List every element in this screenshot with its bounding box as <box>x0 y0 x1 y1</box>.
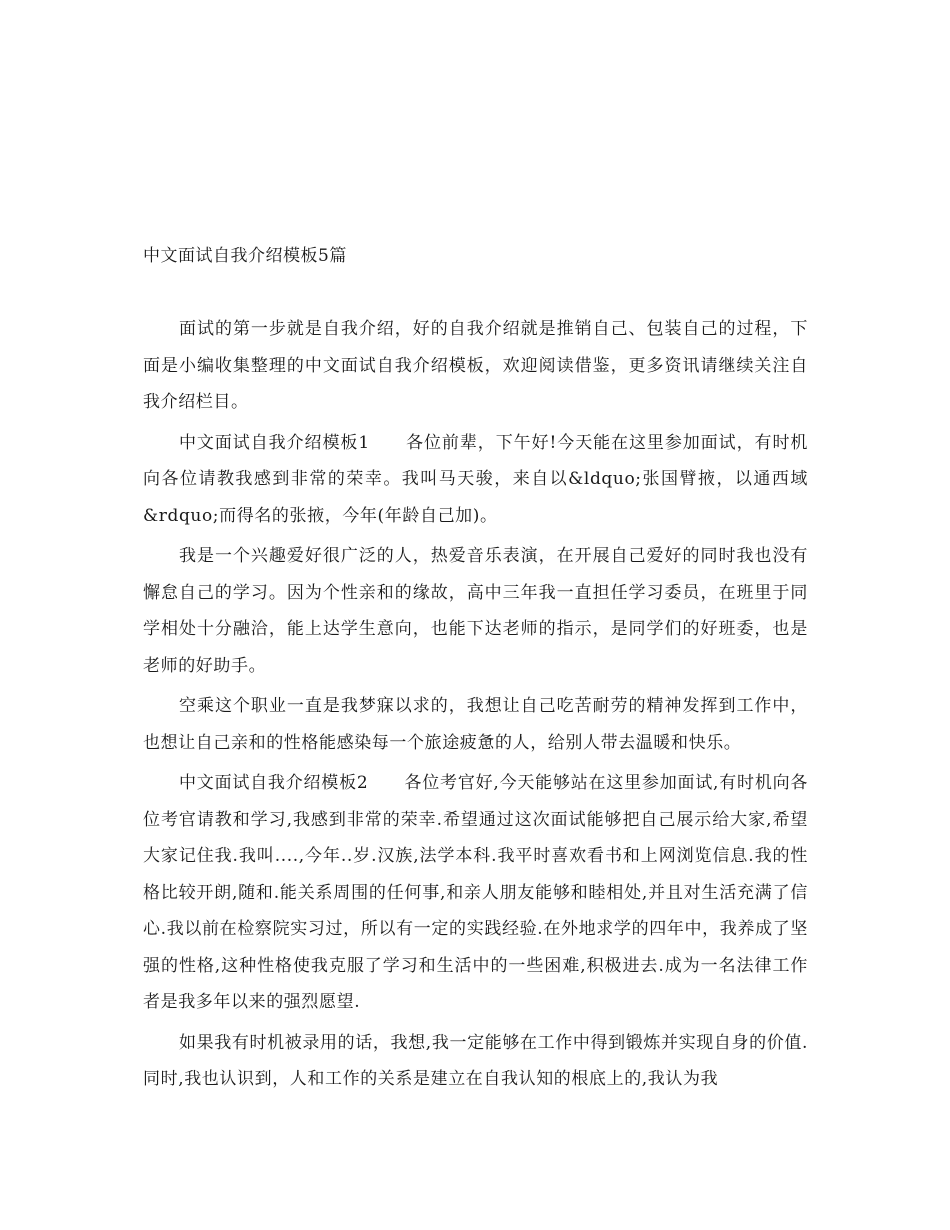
paragraph-template-1-hobbies <box>143 538 808 684</box>
document-title: 中文面试自我介绍模板5篇 <box>143 246 347 266</box>
paragraph-intro <box>143 311 808 421</box>
paragraph-text: 空乘这个职业一直是我梦寐以求的，我想让自己吃苦耐劳的精神发挥到工作中，也想让自己亲和的性格能感染每一个旅途疲惫的人，给别人带去温暖和快乐。 <box>143 696 808 753</box>
paragraph-template-2-goals <box>143 1025 808 1098</box>
paragraph-template-2-opening <box>143 765 808 1021</box>
paragraph-text: 各位前辈，下午好!今天能在这里参加面试，有时机向各位请教我感到非常的荣幸。我叫马天骏，来自以&ldquo;张国臂掖，以通西域&rdquo;而得名的张掖，今年(年龄自己加)。 <box>143 432 808 526</box>
document-body <box>143 311 808 1102</box>
paragraph-text: 各位考官好,今天能够站在这里参加面试,有时机向各位考官请教和学习,我感到非常的荣幸.希望通过这次面试能够把自己展示给大家,希望大家记住我.我叫....,今年..岁.汉族,法学本科.我平时喜欢看书和上网浏览信息.我的性格比较开朗,随和.能关系周围的任何事,和亲人朋友能够和睦相处,并且对生活充满了信心.我以前在检察院实习过，所以有一定的实践经验.在外地求学的四年中，我养成了坚强的性格,这种性格使我克服了学习和生活中的一些困难,积极进去.成为一名法律工作者是我多年以来的强烈愿望. <box>143 773 809 1012</box>
section-heading: 中文面试自我介绍模板1 <box>179 432 370 453</box>
section-heading: 中文面试自我介绍模板2 <box>179 773 369 793</box>
paragraph-text: 我是一个兴趣爱好很广泛的人，热爱音乐表演，在开展自己爱好的同时我也没有懈怠自己的学习。因为个性亲和的缘故，高中三年我一直担任学习委员，在班里于同学相处十分融洽，能上达学生意向，也能下达老师的指示，是同学们的好班委，也是老师的好助手。 <box>143 546 808 676</box>
paragraph-text: 面试的第一步就是自我介绍，好的自我介绍就是推销自己、包装自己的过程，下面是小编收集整理的中文面试自我介绍模板，欢迎阅读借鉴，更多资讯请继续关注自我介绍栏目。 <box>143 319 808 412</box>
paragraph-text: 如果我有时机被录用的话，我想,我一定能够在工作中得到锻炼并实现自身的价值.同时,我也认识到，人和工作的关系是建立在自我认知的根底上的,我认为我 <box>143 1032 808 1089</box>
paragraph-template-1-career <box>143 688 808 761</box>
paragraph-template-1-opening <box>143 425 808 535</box>
